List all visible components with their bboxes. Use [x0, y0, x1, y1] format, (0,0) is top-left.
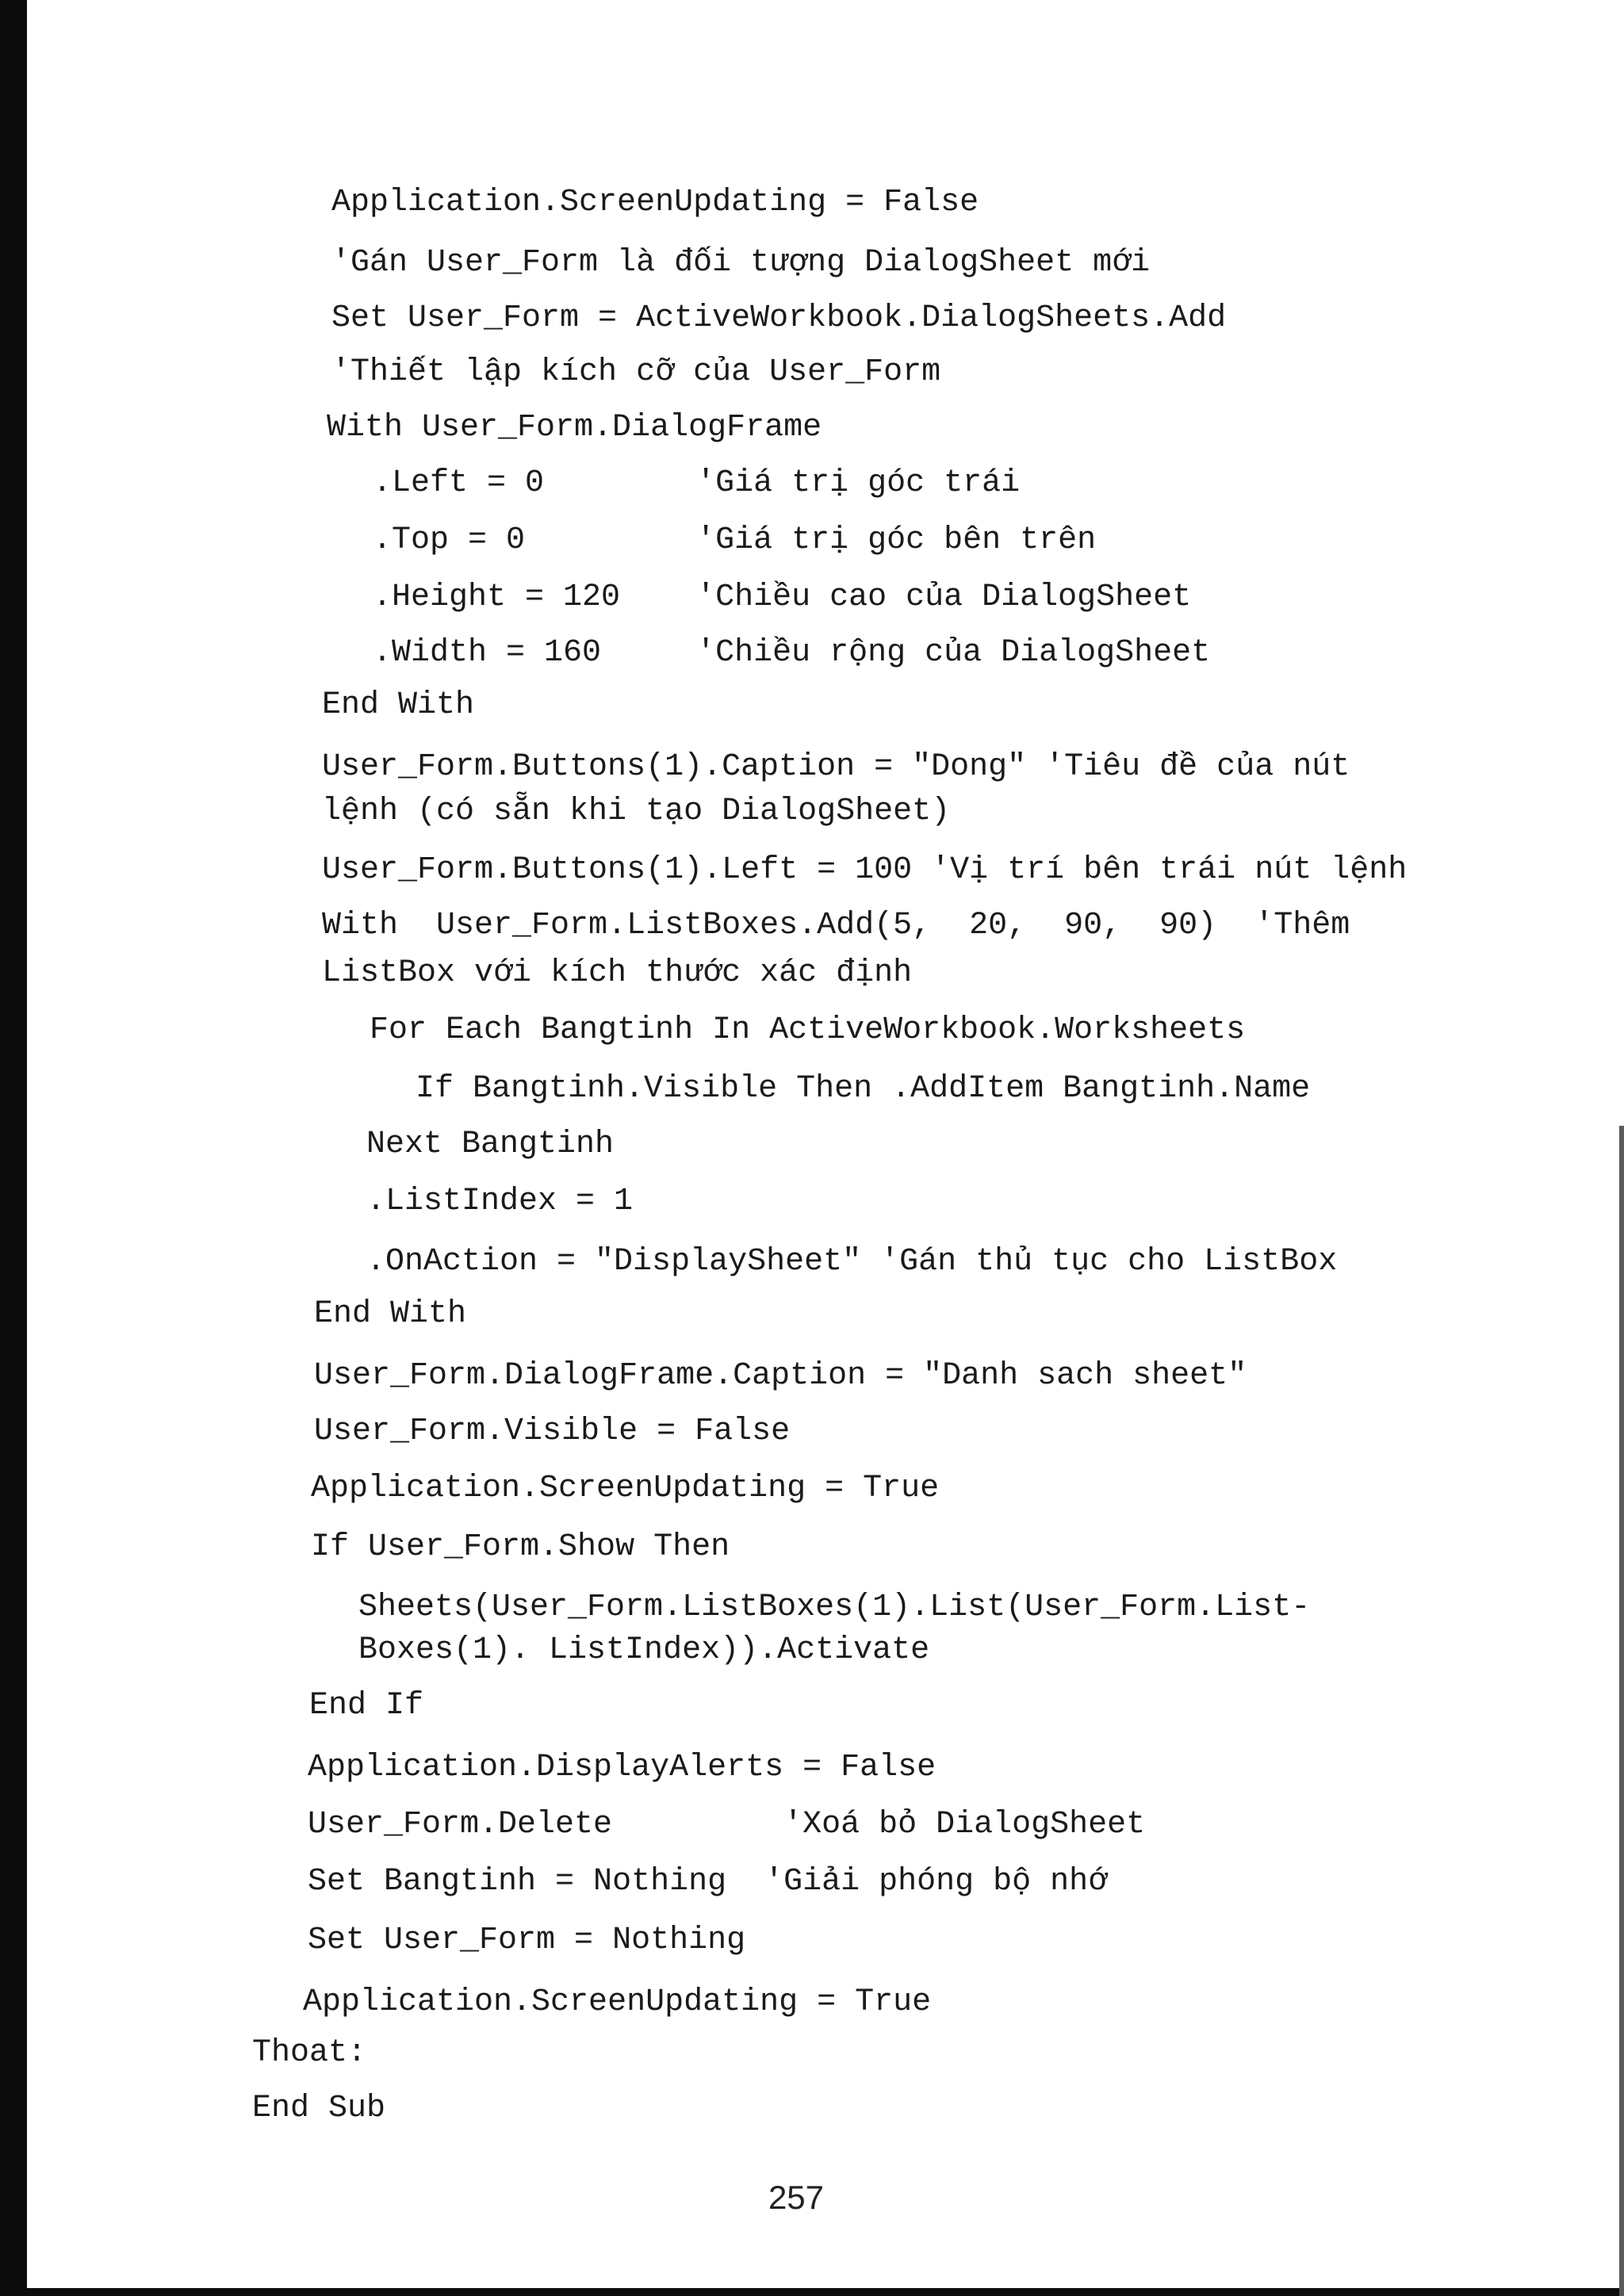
code-line: Application.DisplayAlerts = False — [308, 1750, 936, 1785]
code-line: For Each Bangtinh In ActiveWorkbook.Worksheets — [370, 1012, 1246, 1048]
code-line: .Height = 120 'Chiều cao của DialogSheet — [373, 580, 1192, 615]
code-line: User_Form.Buttons(1).Left = 100 'Vị trí bên trái nút lệnh — [322, 852, 1408, 888]
code-line: Sheets(User_Form.ListBoxes(1).List(User_Form.List- — [358, 1590, 1311, 1625]
code-line: Application.ScreenUpdating = False — [331, 185, 979, 220]
code-line: .Top = 0 'Giá trị góc bên trên — [373, 522, 1097, 558]
code-line: User_Form.Delete 'Xoá bỏ DialogSheet — [308, 1807, 1146, 1843]
code-line: .Width = 160 'Chiều rộng của DialogSheet — [373, 635, 1211, 671]
code-line: 'Thiết lập kích cỡ của User_Form — [331, 354, 941, 390]
code-line: End With — [322, 687, 475, 723]
code-line: If User_Form.Show Then — [311, 1529, 730, 1565]
code-line: User_Form.Visible = False — [314, 1414, 791, 1449]
code-line: With User_Form.DialogFrame — [327, 410, 822, 446]
code-line: Set User_Form = Nothing — [308, 1923, 746, 1958]
code-line: .ListIndex = 1 — [366, 1184, 634, 1219]
code-line: With User_Form.ListBoxes.Add(5, 20, 90, 90) 'Thêm — [322, 908, 1350, 943]
code-line: Set Bangtinh = Nothing 'Giải phóng bộ nhớ — [308, 1864, 1108, 1900]
code-line: Application.ScreenUpdating = True — [303, 1984, 932, 2020]
code-line: Set User_Form = ActiveWorkbook.DialogSheets.Add — [331, 300, 1227, 336]
code-line: User_Form.DialogFrame.Caption = "Danh sach sheet" — [314, 1358, 1247, 1394]
code-line: ListBox với kích thước xác định — [322, 955, 913, 991]
code-line: Application.ScreenUpdating = True — [311, 1471, 940, 1506]
code-line: 'Gán User_Form là đối tượng DialogSheet mới — [331, 245, 1151, 281]
code-line: End With — [314, 1296, 467, 1332]
code-line: .Left = 0 'Giá trị góc trái — [373, 465, 1021, 501]
page-number: 257 — [768, 2179, 825, 2216]
code-line: End Sub — [252, 2091, 386, 2126]
code-line: .OnAction = "DisplaySheet" 'Gán thủ tục cho ListBox — [366, 1244, 1338, 1280]
code-line: Thoat: — [252, 2035, 367, 2071]
code-line: User_Form.Buttons(1).Caption = "Dong" 'Tiêu đề của nút — [322, 749, 1350, 785]
code-line: Boxes(1). ListIndex)).Activate — [358, 1632, 930, 1668]
code-line: Next Bangtinh — [366, 1127, 615, 1162]
code-line: If Bangtinh.Visible Then .AddItem Bangtinh.Name — [416, 1071, 1311, 1107]
code-line: lệnh (có sẵn khi tạo DialogSheet) — [322, 794, 951, 829]
code-line: End If — [309, 1688, 424, 1724]
